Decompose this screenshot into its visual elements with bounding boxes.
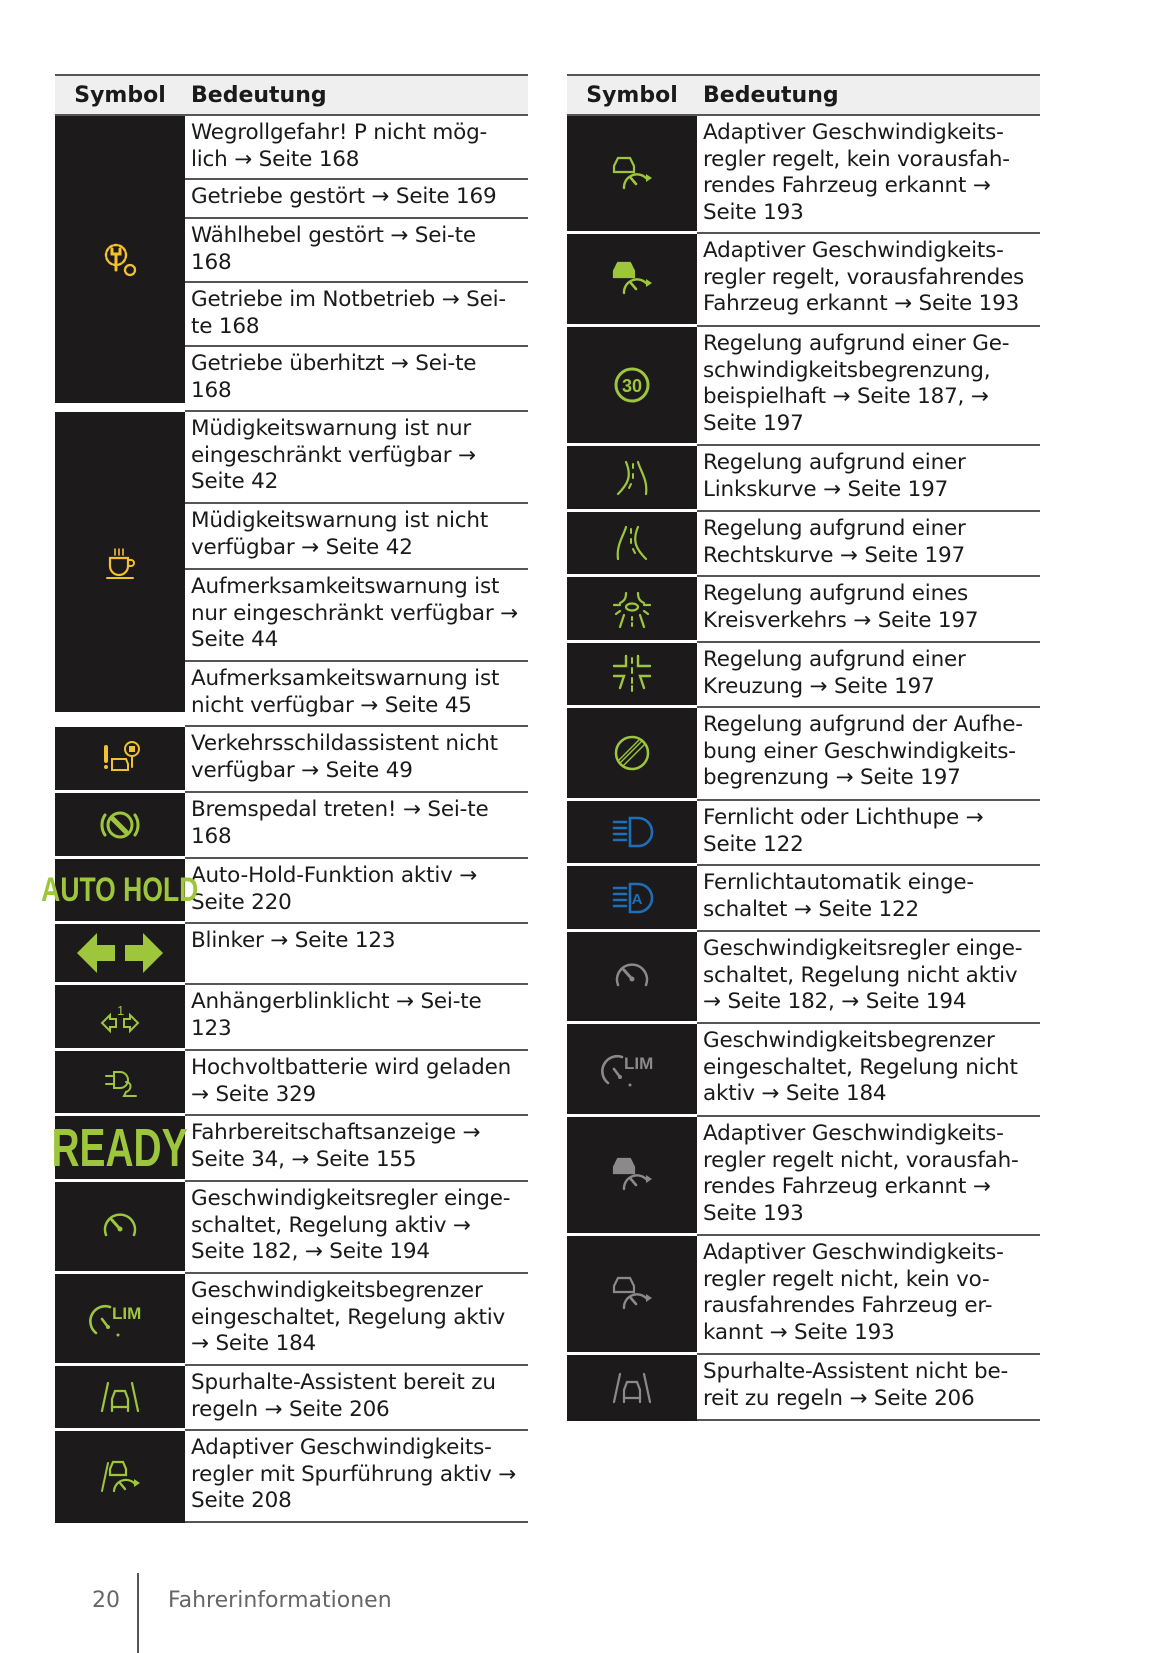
symbol-cell — [55, 1366, 185, 1431]
symbol-cell — [567, 327, 697, 446]
symbol-cell — [55, 116, 185, 406]
symbol-group — [567, 327, 1040, 446]
meaning-text: Getriebe überhitzt → Sei-te 168 — [185, 347, 528, 412]
meaning-text: Getriebe gestört → Seite 169 — [185, 180, 528, 219]
coffee-cup-icon — [98, 540, 142, 584]
end-speed-limit-icon — [610, 731, 654, 775]
header-symbol: Symbol — [586, 82, 678, 108]
auto-hold-icon: AUTO HOLD — [41, 870, 199, 909]
symbol-group — [567, 1024, 1040, 1117]
symbol-cell — [567, 801, 697, 866]
auto-high-beam-icon — [610, 876, 654, 920]
hv-battery-charging-icon — [98, 1060, 142, 1104]
symbol-cell — [55, 1182, 185, 1274]
meaning-text: Hochvoltbatterie wird geladen → Seite 329 — [185, 1051, 528, 1116]
intersection-icon — [610, 652, 654, 696]
symbol-cell — [567, 1355, 697, 1421]
symbol-group — [567, 512, 1040, 577]
symbol-group — [567, 116, 1040, 234]
symbol-cell — [567, 643, 697, 708]
ready-icon: READY — [51, 1117, 189, 1178]
acc-no-vehicle-icon — [610, 152, 654, 196]
symbol-group — [567, 866, 1040, 932]
symbol-cell — [567, 446, 697, 512]
symbol-cell — [55, 793, 185, 859]
symbol-cell — [567, 116, 697, 234]
meaning-text: Regelung aufgrund einer Rechtskurve → Seite 197 — [697, 512, 1040, 577]
meaning-text: Bremspedal treten! → Sei-te 168 — [185, 793, 528, 859]
meaning-text: Blinker → Seite 123 — [185, 924, 528, 985]
meaning-text: Spurhalte-Assistent nicht be-reit zu regeln → Seite 206 — [697, 1355, 1040, 1421]
lane-keeping-not-ready-icon — [610, 1366, 654, 1410]
cruise-control-inactive-icon — [610, 955, 654, 999]
symbol-group — [567, 801, 1040, 866]
meaning-text: Fahrbereitschaftsanzeige → Seite 34, → Seite 155 — [185, 1116, 528, 1182]
symbol-group — [567, 708, 1040, 801]
symbol-group — [567, 1355, 1040, 1421]
symbol-group — [55, 1431, 528, 1523]
symbol-group — [55, 1182, 528, 1274]
meaning-text: Fernlicht oder Lichthupe → Seite 122 — [697, 801, 1040, 866]
symbol-cell — [55, 985, 185, 1051]
high-beam-icon — [610, 810, 654, 854]
symbol-cell — [55, 924, 185, 985]
symbol-group — [55, 727, 528, 793]
svg-text:LIM: LIM — [624, 1054, 654, 1073]
meaning-text: Adaptiver Geschwindigkeits-regler mit Spurführung aktiv → Seite 208 — [185, 1431, 528, 1523]
meaning-text: Getriebe im Notbetrieb → Sei-te 168 — [185, 283, 528, 347]
meaning-text: Geschwindigkeitsbegrenzer eingeschaltet, Regelung nicht aktiv → Seite 184 — [697, 1024, 1040, 1117]
svg-text:30: 30 — [621, 376, 643, 396]
symbol-cell — [567, 866, 697, 932]
meaning-text: Adaptiver Geschwindigkeits-regler regelt nicht, vorausfah-rendes Fahrzeug erkannt → Seite 193 — [697, 1117, 1040, 1236]
left-curve-icon — [610, 456, 654, 500]
page-number: 20 — [92, 1588, 120, 1613]
symbol-cell — [567, 1117, 697, 1236]
speed-limiter-active-icon — [88, 1297, 152, 1341]
symbol-group — [567, 1117, 1040, 1236]
trailer-turn-signal-icon — [98, 995, 142, 1039]
cruise-control-active-icon — [98, 1205, 142, 1249]
header-meaning: Bedeutung — [703, 82, 839, 108]
symbol-group — [55, 1274, 528, 1366]
symbol-group — [567, 643, 1040, 708]
section-title: Fahrerinformationen — [168, 1588, 392, 1613]
meaning-text: Aufmerksamkeitswarnung ist nur eingeschränkt verfügbar → Seite 44 — [185, 570, 528, 662]
meaning-text: Regelung aufgrund der Aufhe-bung einer Geschwindigkeits-begrenzung → Seite 197 — [697, 708, 1040, 801]
symbol-cell — [567, 708, 697, 801]
symbol-cell — [55, 412, 185, 715]
symbol-cell — [41, 859, 199, 924]
svg-text:1: 1 — [117, 1002, 125, 1018]
speed-limit-30-icon — [610, 363, 654, 407]
svg-text:A: A — [631, 890, 643, 908]
meaning-text: Müdigkeitswarnung ist nicht verfügbar → Seite 42 — [185, 504, 528, 570]
symbol-cell — [567, 512, 697, 577]
right-curve-icon — [610, 521, 654, 565]
symbol-group — [567, 1236, 1040, 1355]
symbol-group — [55, 985, 528, 1051]
symbol-group — [567, 234, 1040, 327]
meaning-text: Anhängerblinklicht → Sei-te 123 — [185, 985, 528, 1051]
speed-limiter-inactive-icon — [600, 1047, 664, 1091]
table-header — [55, 74, 528, 116]
meaning-text: Adaptiver Geschwindigkeits-regler regelt, vorausfahrendes Fahrzeug erkannt → Seite 193 — [697, 234, 1040, 327]
symbol-table-left — [41, 74, 528, 1523]
symbol-cell — [55, 1274, 185, 1366]
symbol-cell — [55, 1051, 185, 1116]
meaning-text: Regelung aufgrund einer Linkskurve → Seite 197 — [697, 446, 1040, 512]
symbol-group — [55, 793, 528, 859]
meaning-text: Regelung aufgrund einer Kreuzung → Seite 197 — [697, 643, 1040, 708]
meaning-text: Auto-Hold-Funktion aktiv → Seite 220 — [185, 859, 528, 924]
meaning-text: Wählhebel gestört → Sei-te 168 — [185, 219, 528, 283]
meaning-text: Regelung aufgrund eines Kreisverkehrs → Seite 197 — [697, 577, 1040, 643]
acc-vehicle-detected-icon — [610, 257, 654, 301]
symbol-group — [55, 1366, 528, 1431]
symbol-group — [567, 446, 1040, 512]
table-header — [567, 74, 1040, 116]
symbol-group — [41, 859, 528, 924]
meaning-text: Geschwindigkeitsbegrenzer eingeschaltet, Regelung aktiv → Seite 184 — [185, 1274, 528, 1366]
symbol-group — [55, 116, 528, 412]
meaning-text: Fernlichtautomatik einge-schaltet → Seite 122 — [697, 866, 1040, 932]
meaning-text: Regelung aufgrund einer Ge-schwindigkeitsbegrenzung, beispielhaft → Seite 187, → Seite 197 — [697, 327, 1040, 446]
meaning-text: Geschwindigkeitsregler einge-schaltet, Regelung aktiv → Seite 182, → Seite 194 — [185, 1182, 528, 1274]
meaning-text: Aufmerksamkeitswarnung ist nicht verfügbar → Seite 45 — [185, 662, 528, 727]
symbol-cell — [567, 932, 697, 1024]
symbol-cell — [55, 727, 185, 793]
symbol-cell — [567, 234, 697, 327]
acc-not-regulating-vehicle-icon — [610, 1153, 654, 1197]
svg-text:LIM: LIM — [112, 1303, 142, 1323]
header-meaning: Bedeutung — [191, 82, 327, 108]
symbol-group — [55, 412, 528, 727]
acc-not-regulating-no-vehicle-icon — [610, 1272, 654, 1316]
meaning-text: Wegrollgefahr! P nicht mög-lich → Seite 168 — [185, 116, 528, 180]
symbol-group — [55, 1051, 528, 1116]
turn-signal-icon — [75, 931, 165, 975]
transmission-fault-icon — [98, 238, 142, 282]
meaning-text: Adaptiver Geschwindigkeits-regler regelt nicht, kein vo-rausfahrendes Fahrzeug er-kannt → Seite 193 — [697, 1236, 1040, 1355]
symbol-cell — [567, 1024, 697, 1117]
footer-divider — [137, 1573, 139, 1653]
symbol-group — [55, 924, 528, 985]
symbol-cell — [51, 1116, 189, 1182]
brake-pedal-icon — [98, 803, 142, 847]
symbol-cell — [567, 577, 697, 643]
meaning-text: Spurhalte-Assistent bereit zu regeln → Seite 206 — [185, 1366, 528, 1431]
acc-lane-centering-icon — [98, 1455, 142, 1499]
meaning-text: Müdigkeitswarnung ist nur eingeschränkt verfügbar → Seite 42 — [185, 412, 528, 504]
traffic-sign-assist-icon — [98, 737, 142, 781]
roundabout-icon — [610, 587, 654, 631]
symbol-table-right — [567, 74, 1040, 1421]
symbol-cell — [55, 1431, 185, 1523]
symbol-group — [51, 1116, 528, 1182]
symbol-group — [567, 932, 1040, 1024]
lane-keeping-ready-icon — [98, 1375, 142, 1419]
meaning-text: Adaptiver Geschwindigkeits-regler regelt, kein vorausfah-rendes Fahrzeug erkannt → Seite 193 — [697, 116, 1040, 234]
meaning-text: Geschwindigkeitsregler einge-schaltet, Regelung nicht aktiv → Seite 182, → Seite 194 — [697, 932, 1040, 1024]
symbol-cell — [567, 1236, 697, 1355]
meaning-text: Verkehrsschildassistent nicht verfügbar → Seite 49 — [185, 727, 528, 793]
symbol-group — [567, 577, 1040, 643]
header-symbol: Symbol — [74, 82, 166, 108]
